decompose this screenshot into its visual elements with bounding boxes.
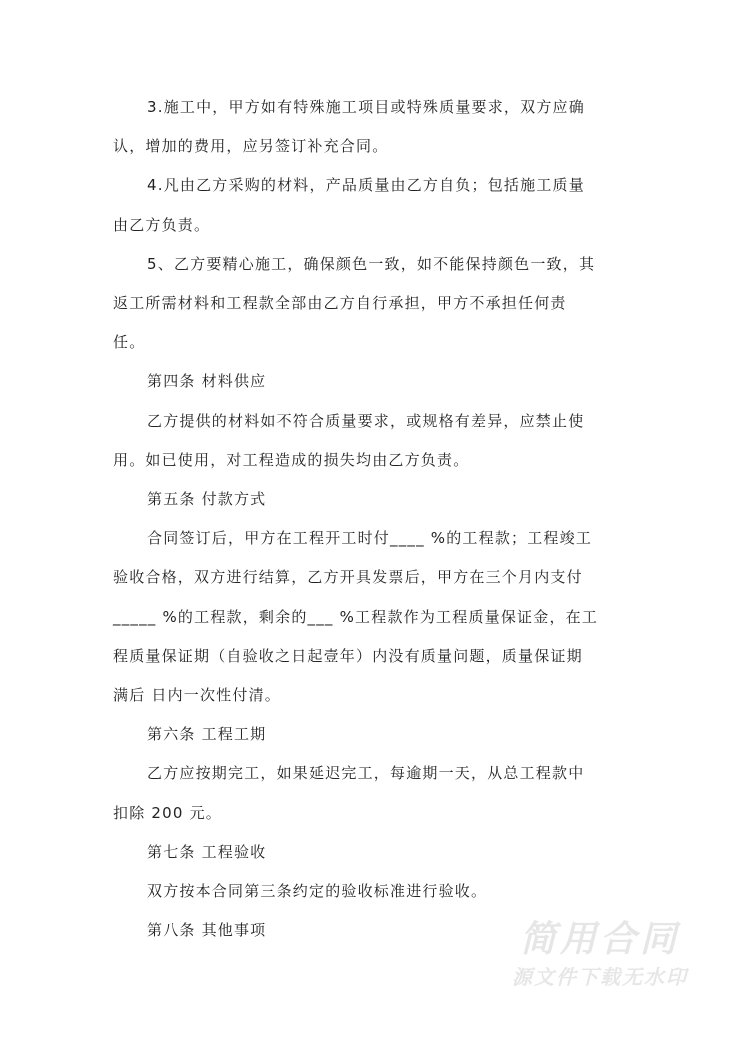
text-line: 满后 日内一次性付清。 (113, 686, 281, 705)
text-line: 返工所需材料和工程款全部由乙方自行承担，甲方不承担任何责 (113, 294, 567, 313)
text-line: 乙方应按期完工，如果延迟完工，每逾期一天，从总工程款中 (147, 764, 585, 783)
text-line: 5、乙方要精心施工，确保颜色一致，如不能保持颜色一致，其 (147, 254, 596, 273)
watermark (512, 918, 688, 992)
text-line: 认，增加的费用，应另签订补充合同。 (113, 137, 389, 156)
text-line: 第四条 材料供应 (147, 372, 267, 391)
text-line: 扣除 200 元。 (113, 803, 222, 822)
watermark-subtitle: 源文件下载无水印 (512, 965, 688, 989)
text-line: 第五条 付款方式 (147, 490, 267, 509)
text-line: 3.施工中，甲方如有特殊施工项目或特殊质量要求，双方应确 (147, 98, 585, 116)
text-line: 乙方提供的材料如不符合质量要求，或规格有差异，应禁止使 (147, 411, 585, 430)
text-line: 第八条 其他事项 (147, 921, 267, 940)
text-line: 双方按本合同第三条约定的验收标准进行验收。 (147, 882, 488, 901)
text-line: 用。如已使用，对工程造成的损失均由乙方负责。 (113, 450, 470, 469)
watermark-title: 简用合同 (519, 919, 680, 960)
text-line: 第六条 工程工期 (147, 725, 267, 744)
text-line: _____ %的工程款，剩余的___ %工程款作为工程质量保证金，在工 (113, 607, 599, 626)
text-line: 任。 (113, 333, 146, 352)
document-body (113, 88, 673, 950)
text-line: 4.凡由乙方采购的材料，产品质量由乙方自负；包括施工质量 (147, 176, 585, 195)
text-line: 第七条 工程验收 (147, 842, 267, 861)
text-line: 程质量保证期（自验收之日起壹年）内没有质量问题，质量保证期 (113, 646, 583, 665)
text-line: 由乙方负责。 (113, 215, 211, 234)
text-line: 验收合格，双方进行结算，乙方开具发票后，甲方在三个月内支付 (113, 568, 583, 587)
text-line: 合同签订后，甲方在工程开工时付____ %的工程款；工程竣工 (147, 529, 593, 548)
